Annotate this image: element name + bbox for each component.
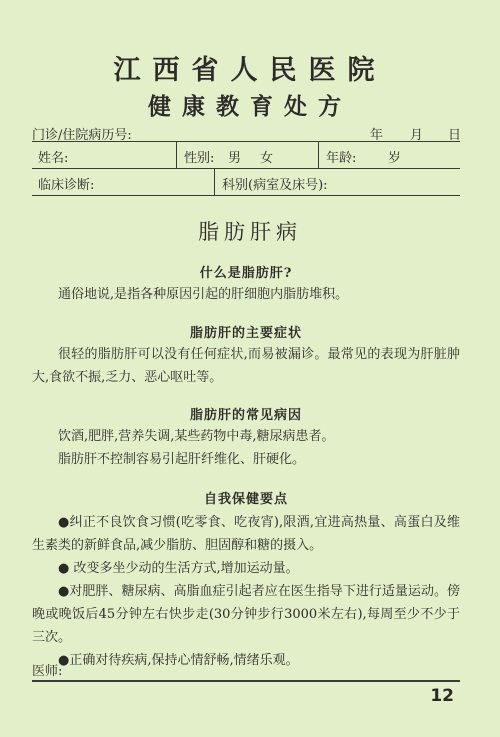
self-care-item: ●对肥胖、糖尿病、高脂血症引起者应在医生指导下进行适量运动。傍晚或晚饭后45分钟左右快步走(30分钟步行3000米左右),每周至少不少于三次。	[32, 584, 460, 645]
section-causes	[32, 404, 460, 471]
sex-male: 男	[228, 151, 242, 166]
form-divider	[318, 141, 319, 168]
year-label: 年	[370, 128, 384, 143]
section-self-care	[32, 488, 460, 672]
section-paragraph: 很轻的脂肪肝可以没有任何症状,而易被漏诊。最常见的表现为肝脏肿大,食欲不振,乏力、恶心呕吐等。	[32, 347, 460, 385]
record-number-label: 门诊/住院病历号:	[32, 128, 132, 143]
section-heading: 脂肪肝的常见病因	[189, 408, 302, 423]
self-care-item: ● 改变多坐少动的生活方式,增加运动量。	[58, 561, 299, 576]
form-divider	[176, 141, 177, 168]
section-definition	[32, 262, 460, 306]
age-unit: 岁	[388, 151, 402, 166]
form-divider	[32, 195, 460, 196]
form-divider	[32, 141, 460, 142]
form-divider	[214, 168, 215, 195]
section-symptoms	[32, 322, 460, 389]
page-number: 12	[430, 686, 454, 706]
day-label: 日	[448, 128, 462, 143]
document-subtitle: 健康教育处方	[148, 93, 352, 120]
disease-title: 脂肪肝病	[198, 220, 302, 244]
month-label: 月	[410, 128, 424, 143]
diagnosis-label: 临床诊断:	[38, 178, 95, 193]
section-heading: 什么是脂肪肝?	[199, 266, 293, 281]
sex-female: 女	[260, 151, 274, 166]
section-heading: 自我保健要点	[203, 492, 288, 507]
form-divider	[32, 168, 460, 169]
sex-label: 性别:	[184, 151, 215, 166]
section-heading: 脂肪肝的主要症状	[189, 326, 302, 341]
department-label: 科别(病室及床号):	[222, 178, 328, 193]
age-label: 年龄:	[326, 151, 357, 166]
footer-rule	[32, 680, 460, 682]
name-label: 姓名:	[38, 151, 69, 166]
self-care-item: ●纠正不良饮食习惯(吃零食、吃夜宵),限酒,宜进高热量、高蛋白及维生素类的新鲜食品,减少脂肪、胆固醇和糖的摄入。	[32, 515, 460, 553]
section-paragraph: 脂肪肝不控制容易引起肝纤维化、肝硬化。	[58, 452, 306, 467]
section-paragraph: 通俗地说,是指各种原因引起的肝细胞内脂肪堆积。	[58, 287, 349, 302]
self-care-item: ●正确对待疾病,保持心情舒畅,情绪乐观。	[58, 653, 299, 668]
hospital-name: 江西省人民医院	[113, 55, 387, 86]
section-paragraph: 饮酒,肥胖,营养失调,某些药物中毒,糖尿病患者。	[58, 429, 335, 444]
doctor-label: 医师:	[32, 664, 63, 679]
